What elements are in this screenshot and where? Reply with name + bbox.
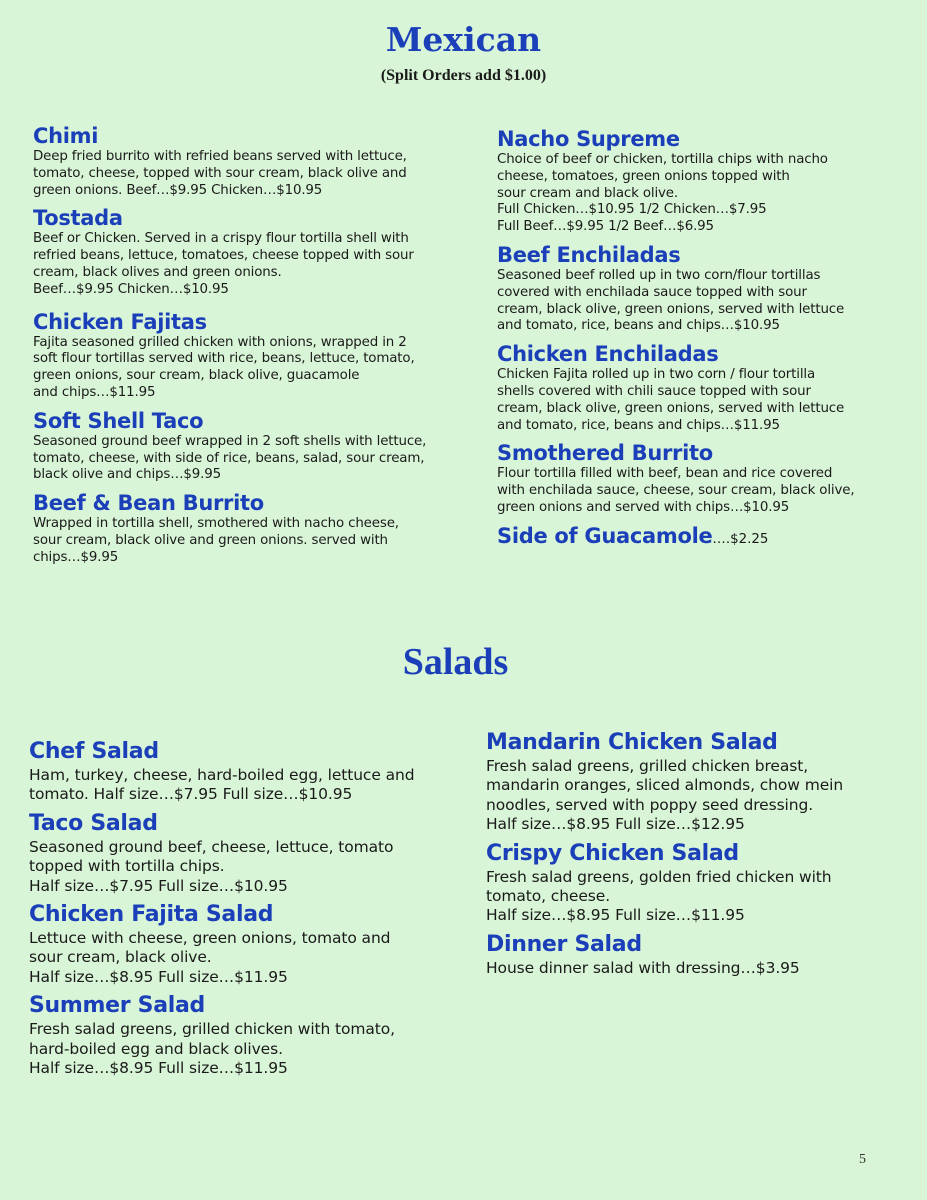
menu-item-description: Beef or Chicken. Served in a crispy flour tortilla shell with refried beans, lettuce, tomatoes, cheese topped with sour cream, black olives and green onions. Beef…$9.95 Chicken…$10.95 xyxy=(33,231,414,297)
menu-item-description: Fresh salad greens, golden fried chicken with tomato, cheese. Half size…$8.95 Full size…$11.95 xyxy=(486,867,832,925)
menu-item-beef-bean-burrito xyxy=(33,490,483,566)
menu-item-chicken-fajitas xyxy=(33,309,483,402)
menu-item-side-of-guacamole xyxy=(497,523,917,553)
menu-item-name: Tostada xyxy=(33,206,123,231)
menu-item-dinner-salad xyxy=(486,931,906,978)
menu-item-description: Fresh salad greens, grilled chicken breast, mandarin oranges, sliced almonds, chow mein noodles, served with poppy seed dressing. Half size…$8.95 Full size…$12.95 xyxy=(486,757,844,834)
mexican-right-column xyxy=(497,126,917,559)
menu-item-chicken-enchiladas xyxy=(497,341,917,434)
menu-item-name: Summer Salad xyxy=(29,993,206,1019)
salads-right-column xyxy=(486,729,906,983)
menu-item-smothered-burrito xyxy=(497,440,917,516)
salads-section-title: Salads xyxy=(402,641,509,683)
menu-item-name: Taco Salad xyxy=(29,810,158,836)
menu-item-mandarin-chicken-salad xyxy=(486,729,906,835)
menu-item-description: Seasoned beef rolled up in two corn/flour tortillas covered with enchilada sauce topped with sour cream, black olive, green onions, served with lettuce and tomato, rice, beans and chips…$10.95 xyxy=(497,267,845,334)
menu-item-name xyxy=(497,523,917,553)
menu-item-name: Smothered Burrito xyxy=(497,441,713,466)
menu-item-beef-enchiladas xyxy=(497,242,917,335)
menu-item-nacho-supreme xyxy=(497,126,917,236)
menu-item-description: Wrapped in tortilla shell, smothered with nacho cheese, sour cream, black olive and green onions. served with chips…$9.95 xyxy=(33,516,399,565)
menu-item-name: Dinner Salad xyxy=(486,931,642,957)
menu-item-taco-salad xyxy=(29,810,469,896)
menu-item-name: Chicken Fajitas xyxy=(33,309,207,334)
menu-item-chef-salad xyxy=(29,738,469,805)
menu-item-name: Beef & Bean Burrito xyxy=(33,491,264,516)
menu-item-description: House dinner salad with dressing…$3.95 xyxy=(486,958,800,977)
menu-item-name: Chef Salad xyxy=(29,739,159,764)
menu-item-name: Soft Shell Taco xyxy=(33,408,204,433)
menu-item-description: Seasoned ground beef, cheese, lettuce, tomato topped with tortilla chips. Half size…$7.95 Full size…$10.95 xyxy=(29,837,394,895)
menu-item-crispy-chicken-salad xyxy=(486,840,906,926)
menu-item-description: Fajita seasoned grilled chicken with onions, wrapped in 2 soft flour tortillas served with rice, beans, lettuce, tomato, green onions, sour cream, black olive, guacamole and chips…$11.95 xyxy=(33,334,415,400)
guacamole-price: ….$2.25 xyxy=(712,531,769,547)
split-orders-note: (Split Orders add $1.00) xyxy=(380,67,547,84)
page-number: 5 xyxy=(859,1152,866,1167)
menu-item-description: Ham, turkey, cheese, hard-boiled egg, lettuce and tomato. Half size…$7.95 Full size…$10.95 xyxy=(29,766,415,804)
menu-item-chicken-fajita-salad xyxy=(29,901,469,987)
menu-item-tostada xyxy=(33,205,483,298)
menu-item-description: Choice of beef or chicken, tortilla chips with nacho cheese, tomatoes, green onions topped with sour cream and black olive. Full Chicken…$10.95 1/2 Chicken…$7.95 Full Beef…$9.95 1/2 Beef…$6.95 xyxy=(497,152,828,235)
menu-item-name: Chicken Fajita Salad xyxy=(29,902,274,928)
salads-left-column xyxy=(29,738,469,1083)
menu-item-name: Beef Enchiladas xyxy=(497,242,681,267)
menu-item-description: Seasoned ground beef wrapped in 2 soft shells with lettuce, tomato, cheese, with side of rice, beans, salad, sour cream, black olive and chips…$9.95 xyxy=(33,433,427,483)
menu-item-name: Nacho Supreme xyxy=(497,127,680,151)
menu-item-name: Chicken Enchiladas xyxy=(497,342,719,367)
menu-item-chimi xyxy=(33,123,483,199)
mexican-section-title: Mexican xyxy=(385,20,542,59)
menu-item-description: Chicken Fajita rolled up in two corn / flour tortilla shells covered with chili sauce topped with sour cream, black olive, green onions, served with lettuce and tomato, rice, beans and chips…$11.95 xyxy=(497,367,845,433)
menu-item-summer-salad xyxy=(29,992,469,1078)
menu-item-description: Fresh salad greens, grilled chicken with tomato, hard-boiled egg and black olives. Half size…$8.95 Full size…$11.95 xyxy=(29,1020,395,1078)
mexican-left-column xyxy=(33,123,483,573)
menu-item-name: Chimi xyxy=(33,124,99,148)
menu-item-name: Crispy Chicken Salad xyxy=(486,840,739,866)
menu-item-description: Flour tortilla filled with beef, bean and rice covered with enchilada sauce, cheese, sour cream, black olive, green onions and served with chips…$10.95 xyxy=(497,466,855,515)
menu-item-description: Deep fried burrito with refried beans served with lettuce, tomato, cheese, topped with sour cream, black olive and green onions. Beef…$9.95 Chicken…$10.95 xyxy=(33,149,407,198)
menu-item-soft-shell-taco xyxy=(33,408,483,484)
menu-item-name: Mandarin Chicken Salad xyxy=(486,730,778,755)
menu-item-description: Lettuce with cheese, green onions, tomato and sour cream, black olive. Half size…$8.95 Full size…$11.95 xyxy=(29,929,391,986)
guacamole-name: Side of Guacamole xyxy=(497,523,713,548)
